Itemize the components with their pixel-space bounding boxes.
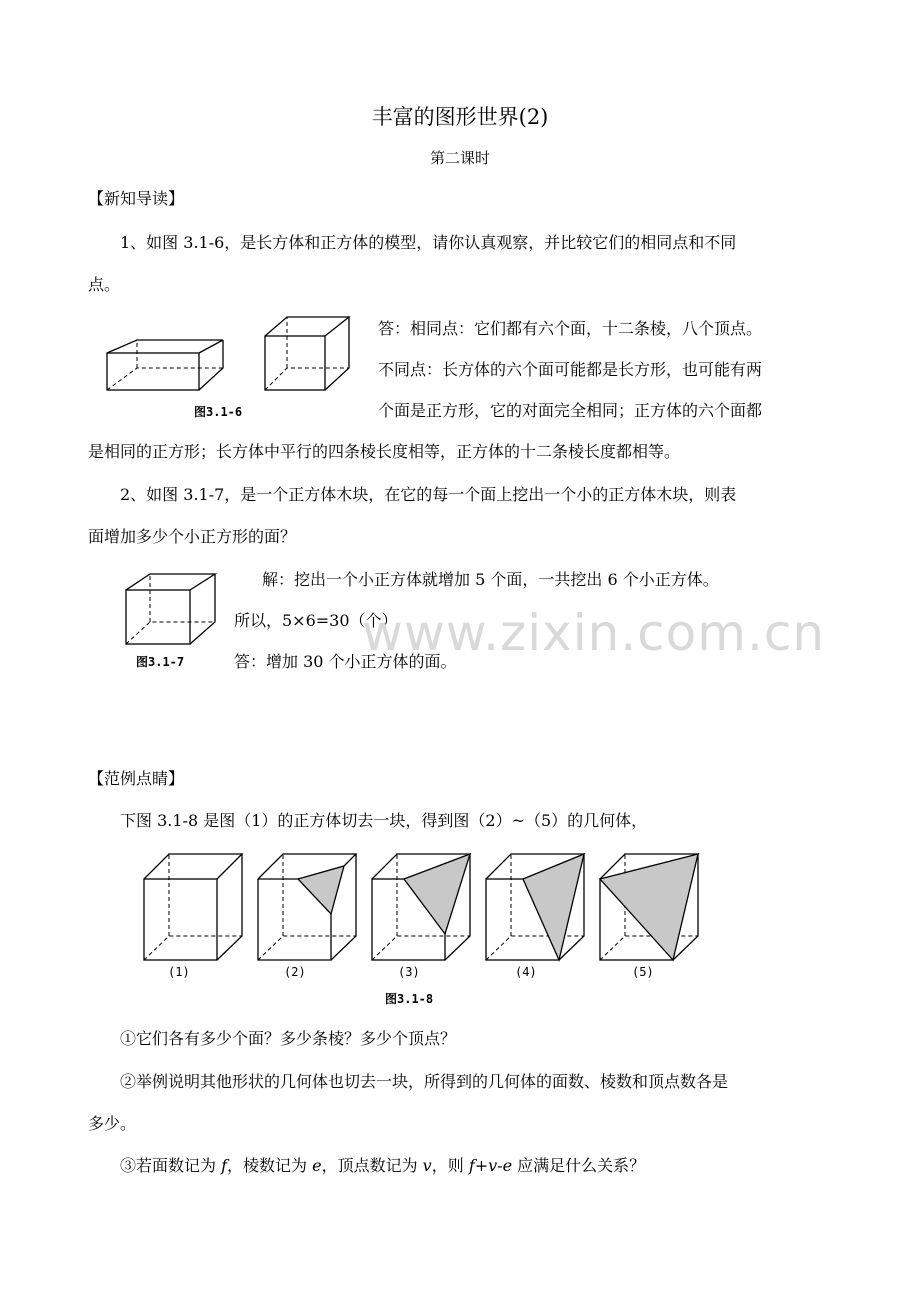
cube-5-diagonal-cut <box>600 854 698 960</box>
watermark: www.zixin.com.cn <box>362 604 826 662</box>
cube-3-corner-cut <box>372 854 470 960</box>
figure-label-2: (2) <box>284 965 306 979</box>
section-heading-new-knowledge: 【新知导读】 <box>88 189 185 208</box>
figure-caption-3-1-7: 图3.1-7 <box>136 655 185 669</box>
example-question-2-line-2: 多少。 <box>88 1114 137 1133</box>
q3-text-a: ③若面数记为 <box>120 1156 222 1175</box>
figure-label-4: (4) <box>515 965 537 979</box>
page-subtitle: 第二课时 <box>429 149 490 167</box>
cube-4-large-corner-cut <box>486 854 584 960</box>
question-2-line-1: 2、如图 3.1-7，是一个正方体木块，在它的每一个面上挖出一个小的正方体木块，则表 <box>120 485 737 504</box>
answer-1-line-3: 个面是正方形，它的对面完全相同；正方体的六个面都 <box>378 401 763 420</box>
figure-label-5: (5) <box>632 965 654 979</box>
answer-2-line-2: 所以，5×6=30（个） <box>234 611 398 630</box>
answer-2-line-3: 答：增加 30 个小正方体的面。 <box>234 652 457 671</box>
wooden-cube-figure <box>120 568 220 648</box>
q3-text-c: ，顶点数记为 <box>321 1156 423 1175</box>
q3-text-end: 应满足什么关系？ <box>512 1156 646 1175</box>
cube-2-small-corner-cut <box>258 854 356 960</box>
section-heading-examples: 【范例点睛】 <box>88 769 185 788</box>
cuboid-drawing <box>107 340 223 390</box>
answer-1-line-4: 是相同的正方形；长方体中平行的四条棱长度相等，正方体的十二条棱长度都相等。 <box>88 442 681 461</box>
answer-2-line-1: 解：挖出一个小正方体就增加 5 个面，一共挖出 6 个小正方体。 <box>262 570 719 589</box>
q3-text-b: ，棱数记为 <box>227 1156 313 1175</box>
example-question-1: ①它们各有多少个面？多少条棱？多少个顶点？ <box>120 1029 457 1048</box>
question-1-line-2: 点。 <box>88 275 121 294</box>
example-intro: 下图 3.1-8 是图（1）的正方体切去一块，得到图（2）~（5）的几何体， <box>120 811 648 830</box>
figure-caption-3-1-8: 图3.1-8 <box>385 992 434 1006</box>
figure-label-1: (1) <box>168 965 190 979</box>
cube-1 <box>144 854 242 960</box>
example-question-2-line-1: ②举例说明其他形状的几何体也切去一块，所得到的几何体的面数、棱数和顶点数各是 <box>120 1072 729 1091</box>
example-question-3 <box>120 1153 645 1176</box>
figure-label-3: (3) <box>398 965 420 979</box>
q3-text-d: ，则 <box>431 1156 469 1175</box>
cube-drawing <box>265 317 349 390</box>
answer-1-line-2: 不同点：长方体的六个面可能都是长方形，也可能有两 <box>378 360 763 379</box>
q3-var-e: e <box>312 1156 322 1175</box>
question-1-line-1: 1、如图 3.1-6，是长方体和正方体的模型，请你认真观察，并比较它们的相同点和不同 <box>120 233 737 252</box>
answer-1-line-1: 答：相同点：它们都有六个面，十二条棱，八个顶点。 <box>378 319 763 338</box>
q3-expression: f+v-e <box>468 1156 513 1175</box>
question-2-line-2: 面增加多少个小正方形的面？ <box>88 527 297 546</box>
figure-caption-3-1-6: 图3.1-6 <box>194 405 243 419</box>
q3-var-v: v <box>422 1156 432 1175</box>
page-title: 丰富的图形世界(2) <box>371 105 549 129</box>
truncated-cubes-figure <box>130 850 730 965</box>
cuboid-and-cube-figure <box>100 310 360 400</box>
q3-var-f: f <box>221 1156 228 1175</box>
